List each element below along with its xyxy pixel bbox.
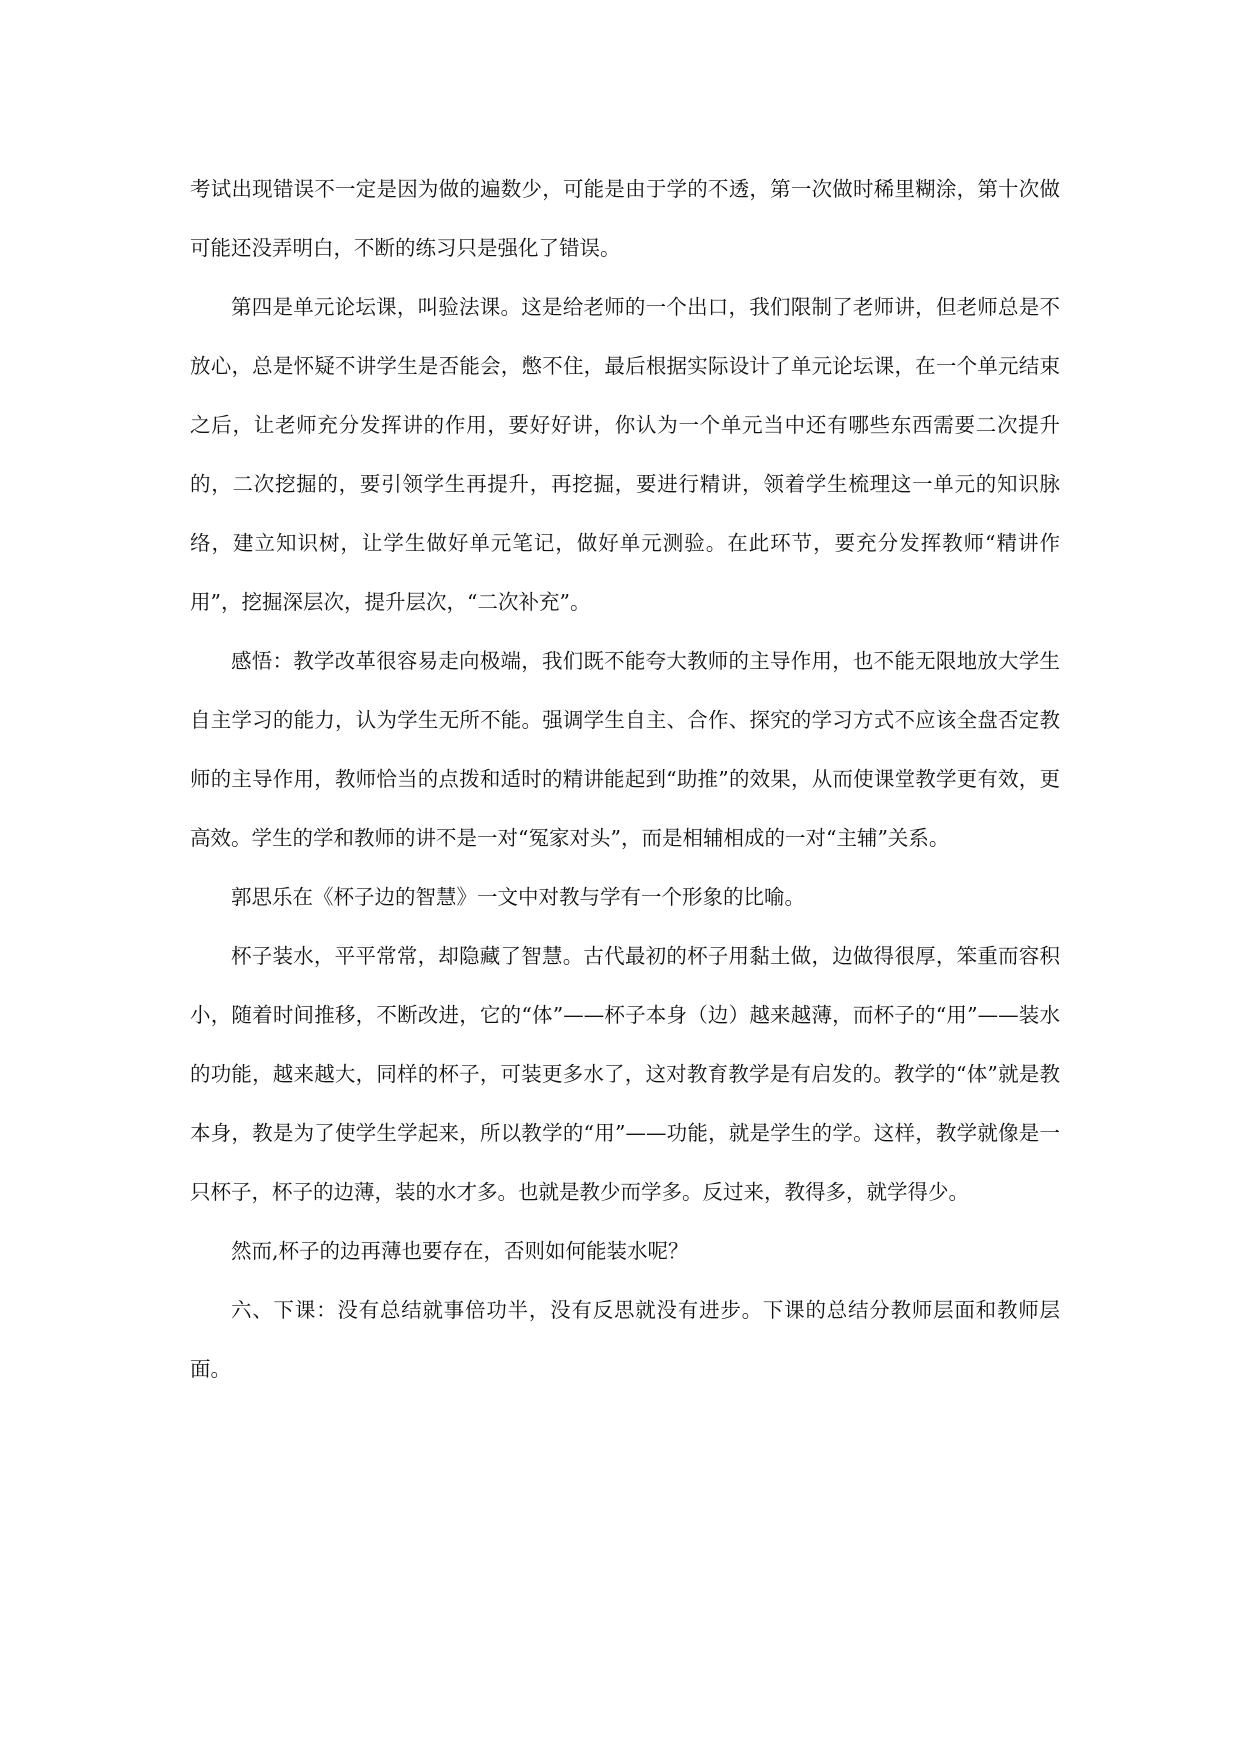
paragraph-cup-edge: 然而,杯子的边再薄也要存在，否则如何能装水呢？ — [231, 1239, 689, 1263]
document-body — [190, 160, 1060, 1399]
paragraph-reflection: 感悟：教学改革很容易走向极端，我们既不能夸大教师的主导作用，也不能无限地放大学生自主学习的能力，认为学生无所不能。强调学生自主、合作、探究的学习方式不应该全盘否定教师的主导作用，教师恰当的点拨和适时的精讲能起到“助推”的效果，从而使课堂教学更有效，更高效。学生的学和教师的讲不是一对“冤家对头”，而是相辅相成的一对“主辅”关系。 — [190, 649, 1060, 850]
paragraph-cup-metaphor: 杯子装水，平平常常，却隐藏了智慧。古代最初的杯子用黏土做，边做得很厚，笨重而容积小，随着时间推移，不断改进，它的“体”——杯子本身（边）越来越薄，而杯子的“用”——装水的功能，越来越大，同样的杯子，可装更多水了，这对教育教学是有启发的。教学的“体”就是教本身，教是为了使学生学起来，所以教学的“用”——功能，就是学生的学。这样，教学就像是一只杯子，杯子的边薄，装的水才多。也就是教少而学多。反过来，教得多，就学得少。 — [190, 944, 1060, 1204]
paragraph-continuation: 考试出现错误不一定是因为做的遍数少，可能是由于学的不透，第一次做时稀里糊涂，第十次做可能还没弄明白，不断的练习只是强化了错误。 — [190, 177, 1060, 260]
paragraph-unit-forum-class: 第四是单元论坛课，叫验法课。这是给老师的一个出口，我们限制了老师讲，但老师总是不放心，总是怀疑不讲学生是否能会，憋不住，最后根据实际设计了单元论坛课，在一个单元结束之后，让老师充分发挥讲的作用，要好好讲，你认为一个单元当中还有哪些东西需要二次提升的，二次挖掘的，要引领学生再提升，再挖掘，要进行精讲，领着学生梳理这一单元的知识脉络，建立知识树，让学生做好单元笔记，做好单元测验。在此环节，要充分发挥教师“精讲作用”，挖掘深层次，提升层次，“二次补充”。 — [190, 295, 1060, 614]
paragraph-cup-metaphor-intro: 郭思乐在《杯子边的智慧》一文中对教与学有一个形象的比喻。 — [231, 885, 805, 909]
paragraph-end-of-class: 六、下课：没有总结就事倍功半，没有反思就没有进步。下课的总结分教师层面和教师层面。 — [190, 1298, 1060, 1381]
